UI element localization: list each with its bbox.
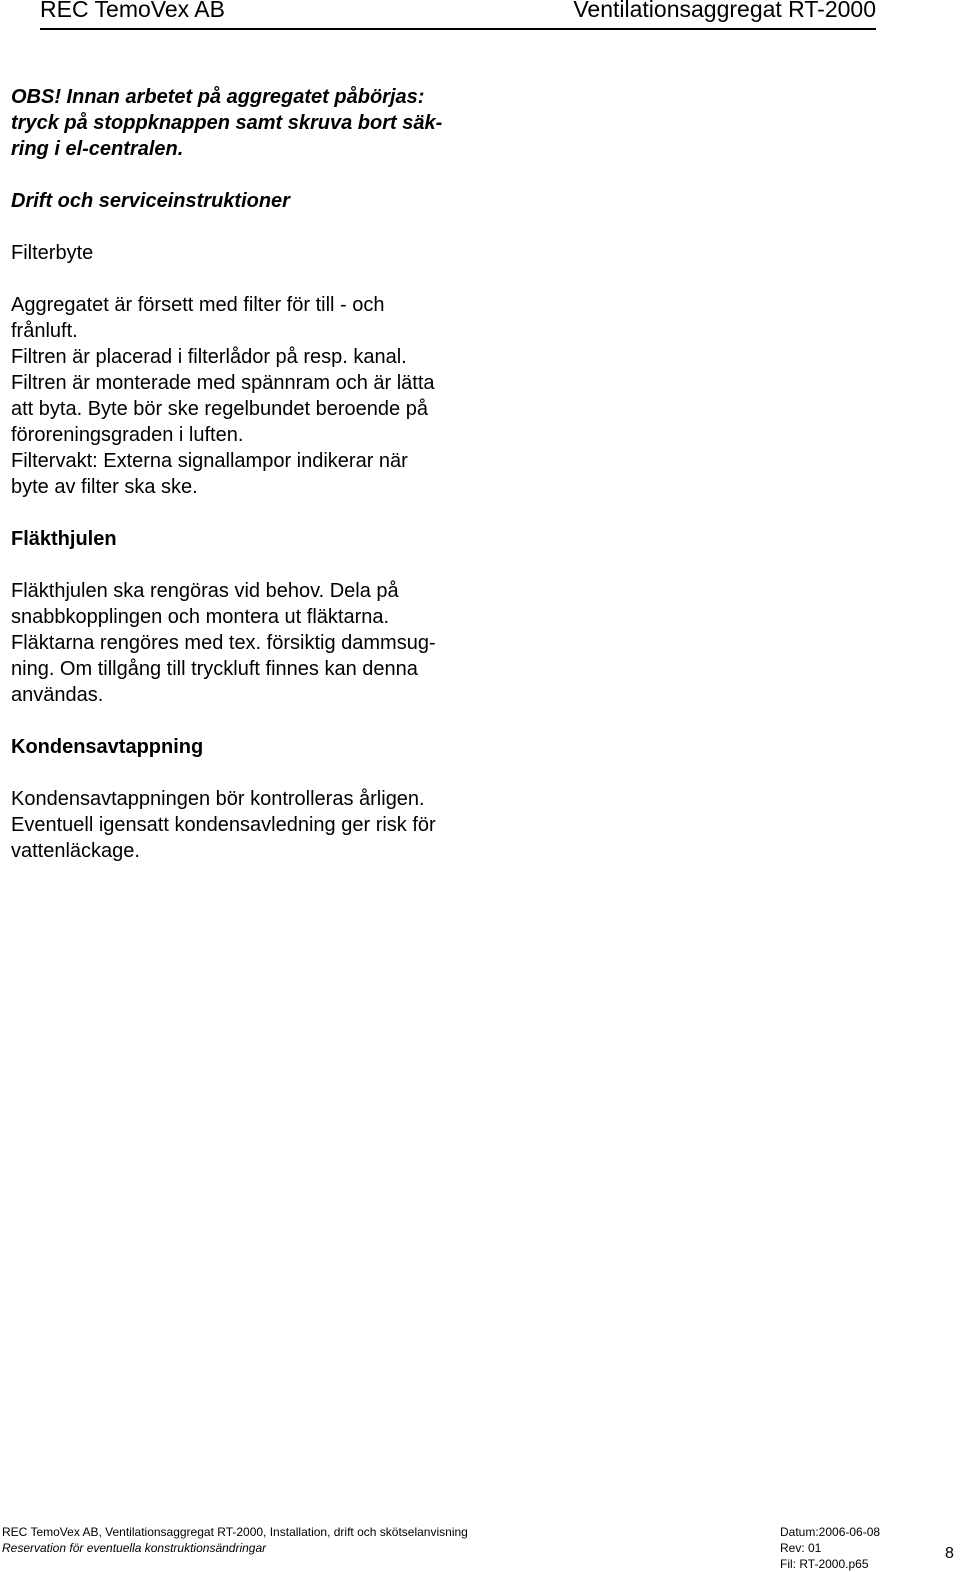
footer-doc-title: REC TemoVex AB, Ventilationsaggregat RT-2000, Installation, drift och skötselanvisning [2,1525,468,1539]
warning-line: ring i el-centralen. [11,138,184,160]
text-line: Filtervakt: Externa signallampor indikerar när [11,450,408,472]
paragraph-filterbyte [11,292,461,500]
text-line: Filtren är placerad i filterlådor på resp. kanal. [11,346,407,368]
text-line: ning. Om tillgång till tryckluft finnes kan denna [11,658,418,680]
footer-date: Datum:2006-06-08 [780,1525,881,1539]
text-line: Kondensavtappningen bör kontrolleras årligen. [11,788,425,810]
section-title: Drift och serviceinstruktioner [11,190,290,212]
text-line: Eventuell igensatt kondensavledning ger risk för [11,814,436,836]
text-line: Fläktarna rengöres med tex. försiktig dammsug- [11,632,436,654]
text-line: användas. [11,684,104,706]
text-line: vattenläckage. [11,840,140,862]
text-line: Fläkthjulen ska rengöras vid behov. Dela på [11,580,399,602]
text-line: snabbkopplingen och montera ut fläktarna. [11,606,390,628]
page-footer [0,1522,960,1570]
heading-kondensavtappning: Kondensavtappning [11,736,204,758]
heading-filterbyte: Filterbyte [11,242,94,264]
text-line: Aggregatet är försett med filter för till - och [11,294,385,316]
footer-file: Fil: RT-2000.p65 [780,1557,869,1571]
warning-line: tryck på stoppknappen samt skruva bort säk- [11,112,443,134]
paragraph-kondensavtappning [11,786,461,864]
document-body [11,84,461,864]
page-header [40,0,876,30]
text-line: byte av filter ska ske. [11,476,198,498]
header-product: Ventilationsaggregat RT-2000 [573,0,876,22]
footer-revision: Rev: 01 [780,1541,822,1555]
header-company: REC TemoVex AB [40,0,225,22]
footer-reservation: Reservation för eventuella konstruktionsändringar [2,1541,267,1555]
text-line: Filtren är monterade med spännram och är lätta [11,372,435,394]
text-line: föroreningsgraden i luften. [11,424,244,446]
heading-flakthjulen: Fläkthjulen [11,528,117,550]
page-number: 8 [945,1545,954,1562]
text-line: frånluft. [11,320,78,342]
paragraph-flakthjulen [11,578,461,708]
text-line: att byta. Byte bör ske regelbundet beroende på [11,398,428,420]
warning-block [11,84,461,162]
warning-line: OBS! Innan arbetet på aggregatet påbörjas: [11,86,425,108]
